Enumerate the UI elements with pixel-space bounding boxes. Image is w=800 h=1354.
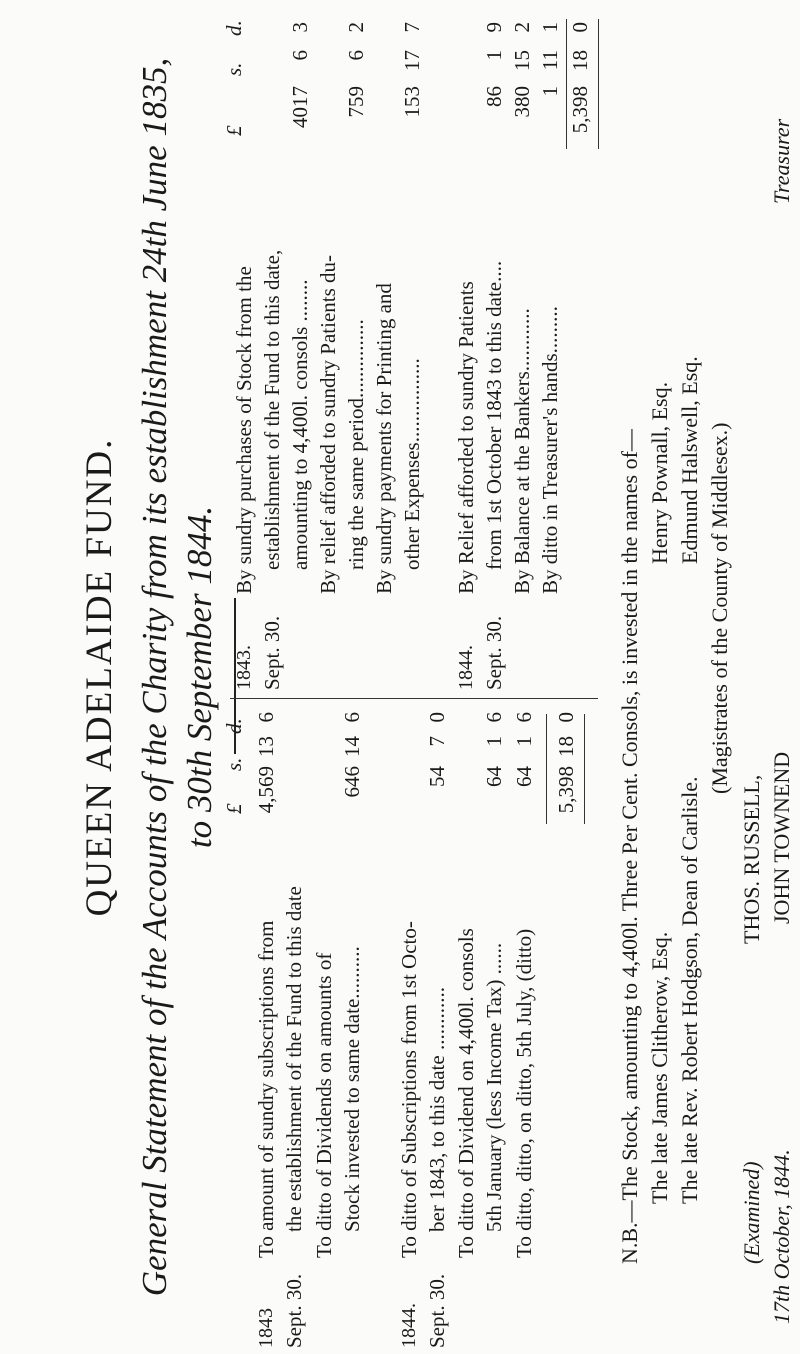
treasurer-label: Treasurer	[769, 118, 794, 204]
payment-date: Sept. 30.	[260, 615, 284, 690]
receipt-date: Sept. 30.	[425, 1273, 449, 1348]
receipt-pounds: 54	[425, 766, 449, 787]
payment-pence: 7	[400, 22, 424, 33]
payment-text: ring the same period...............	[344, 319, 368, 570]
payment-pounds: 759	[344, 86, 368, 118]
page-title: QUEEN ADELAIDE FUND.	[79, 437, 120, 917]
receipt-pounds: 64	[512, 766, 536, 787]
receipt-pounds: 4,569	[254, 766, 278, 814]
payments-total-underline	[598, 19, 599, 149]
receipts-total-rule	[546, 714, 547, 824]
receipt-shillings: 1	[482, 736, 506, 747]
payments-total-shillings: 18	[568, 50, 592, 71]
payment-pence: 9	[482, 22, 506, 33]
payment-text: By Balance at the Bankers............	[510, 308, 534, 594]
receipt-year: 1844.	[398, 1303, 420, 1348]
payment-text: other Expenses................	[400, 358, 424, 570]
receipts-total-pounds: 5,398	[554, 766, 578, 814]
trustee-name: Edmund Halswell, Esq.	[677, 356, 702, 564]
payment-pounds: 153	[400, 86, 424, 118]
payment-text: By ditto in Treasurer's hands.........	[538, 306, 562, 594]
payment-year: 1843.	[233, 645, 255, 690]
payment-shillings: 11	[538, 50, 562, 71]
receipt-date: Sept. 30.	[282, 1273, 306, 1348]
payment-shillings: 6	[288, 50, 312, 61]
receipt-text: To amount of sundry subscriptions from	[254, 920, 278, 1258]
receipt-pence: 6	[482, 712, 506, 723]
payment-pence: 3	[288, 22, 312, 33]
payment-text: By relief afforded to sundry Patients du-	[316, 254, 340, 594]
signatory-name: JOHN TOWNEND	[769, 751, 794, 924]
payments-pounds-header: £	[222, 125, 246, 136]
payment-shillings: 1	[482, 50, 506, 61]
trustee-name: The late James Clitherow, Esq.	[647, 931, 672, 1204]
trustee-name: Henry Pownall, Esq.	[647, 381, 672, 564]
payment-year: 1844.	[455, 645, 477, 690]
payment-pence: 2	[344, 22, 368, 33]
payment-pence: 2	[510, 22, 534, 33]
magistrates-note: (Magistrates of the County of Middlesex.)	[707, 422, 732, 794]
receipt-pence: 6	[254, 712, 278, 723]
payments-total-pounds: 5,398	[568, 86, 592, 134]
payment-date: Sept. 30.	[482, 615, 506, 690]
receipt-shillings: 1	[512, 736, 536, 747]
receipt-text: 5th January (less Income Tax) ......	[482, 942, 506, 1232]
receipt-text: the establishment of the Fund to this date	[282, 886, 306, 1232]
payment-text: By Relief afforded to sundry Patients	[454, 281, 478, 594]
payment-pounds: 380	[510, 86, 534, 118]
payments-pence-header: d.	[222, 20, 246, 36]
payments-total-pence: 0	[568, 22, 592, 33]
signatory-name: THOS. RUSSELL,	[739, 774, 764, 944]
receipt-year: 1843	[255, 1308, 277, 1348]
receipt-pence: 6	[340, 712, 364, 723]
receipt-pence: 6	[512, 712, 536, 723]
column-divider	[230, 698, 598, 699]
examined-label: (Examined)	[739, 1161, 764, 1264]
receipt-shillings: 13	[254, 736, 278, 757]
receipt-text: To ditto of Dividends on amounts of	[312, 952, 336, 1258]
receipt-pounds: 646	[340, 766, 364, 798]
receipts-total-shillings: 18	[554, 736, 578, 757]
payment-shillings: 15	[510, 50, 534, 71]
receipt-text: To ditto, ditto, on ditto, 5th July, (ditto)	[512, 928, 536, 1258]
receipt-shillings: 14	[340, 736, 364, 757]
payment-text: amounting to 4,400l. consols ........	[288, 279, 312, 570]
receipt-text: ber 1843, to this date ............	[425, 987, 449, 1232]
receipts-shillings-header: s.	[222, 757, 246, 771]
signature-date: 17th October, 1844.	[769, 1149, 794, 1324]
payment-shillings: 17	[400, 50, 424, 71]
payment-text: establishment of the Fund to this date,	[260, 249, 284, 570]
receipt-pence: 0	[425, 712, 449, 723]
payments-shillings-header: s.	[222, 62, 246, 76]
receipt-pounds: 64	[482, 766, 506, 787]
receipts-total-pence: 0	[554, 712, 578, 723]
receipts-pounds-header: £	[222, 803, 246, 814]
receipt-text: To ditto of Dividend on 4,400l. consols	[454, 928, 478, 1258]
statement-subtitle-line2: to 30th September 1844.	[180, 505, 219, 849]
payment-pounds: 4017	[288, 86, 312, 128]
payment-text: By sundry payments for Printing and	[372, 283, 396, 594]
receipt-text: To ditto of Subscriptions from 1st Octo-	[397, 921, 421, 1258]
receipt-text: Stock invested to same date..........	[340, 946, 364, 1232]
payment-pounds: 1	[538, 86, 562, 97]
receipt-shillings: 7	[425, 736, 449, 747]
receipts-total-underline	[584, 714, 585, 824]
statement-subtitle-line1: General Statement of the Accounts of the Charity from its establishment 24th June 1835,	[135, 57, 174, 1297]
payment-pounds: 86	[482, 86, 506, 107]
payment-pence: 1	[538, 22, 562, 33]
nb-note: N.B.—The Stock, amounting to 4,400l. Three Per Cent. Consols, is invested in the names of—	[617, 429, 642, 1264]
payment-shillings: 6	[344, 50, 368, 61]
receipts-pence-header: d.	[222, 718, 246, 734]
payment-text: By sundry purchases of Stock from the	[232, 266, 256, 594]
payment-text: from 1st October 1843 to this date....	[482, 260, 506, 570]
trustee-name: The late Rev. Robert Hodgson, Dean of Carlisle.	[677, 776, 702, 1204]
